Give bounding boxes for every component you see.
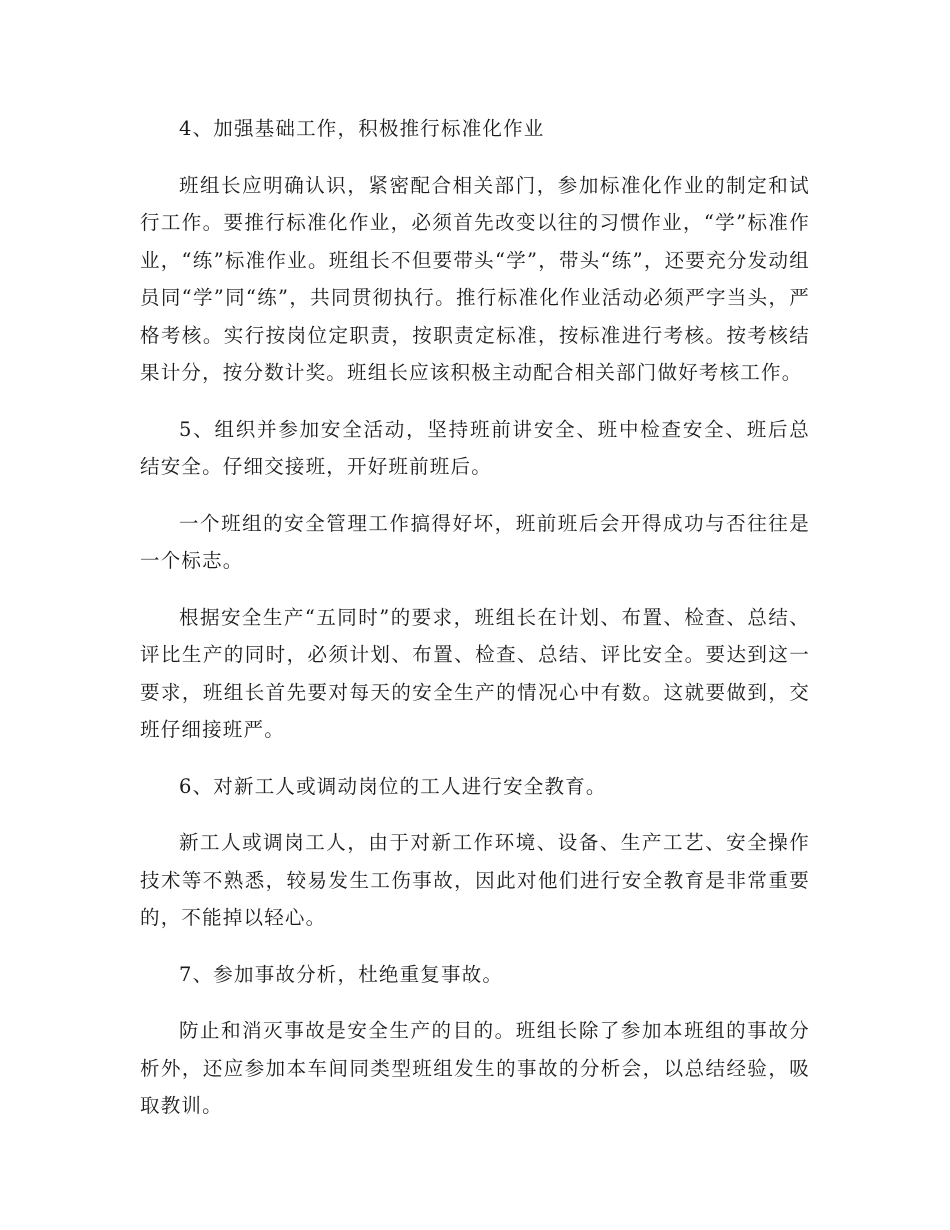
body-paragraph: 防止和消灭事故是安全生产的目的。班组长除了参加本班组的事故分析外，还应参加本车间同类型班组发生的事故的分析会，以总结经验，吸取教训。 <box>140 1019 810 1117</box>
body-paragraph: 班组长应明确认识，紧密配合相关部门，参加标准化作业的制定和试行工作。要推行标准化作业，必须首先改变以往的习惯作业，“学”标准作业，“练”标准作业。班组长不但要带头“学”，带头“练”，还要充分发动组员同“学”同“练”，共同贯彻执行。推行标准化作业活动必须严字当头，严格考核。实行按岗位定职责，按职责定标准，按标准进行考核。按考核结果计分，按分数计奖。班组长应该积极主动配合相关部门做好考核工作。 <box>140 173 810 384</box>
body-paragraph: 根据安全生产“五同时”的要求，班组长在计划、布置、检查、总结、评比生产的同时，必须计划、布置、检查、总结、评比安全。要达到这一要求，班组长首先要对每天的安全生产的情况心中有数。这就要做到，交班仔细接班严。 <box>140 605 810 741</box>
section-heading-4: 4、加强基础工作，积极推行标准化作业 <box>179 117 545 140</box>
section-heading-6: 6、对新工人或调动岗位的工人进行安全教育。 <box>179 774 607 798</box>
section-heading-5: 5、组织并参加安全活动，坚持班前讲安全、班中检查安全、班后总结安全。仔细交接班，开好班前班后。 <box>140 417 810 478</box>
body-paragraph: 新工人或调岗工人，由于对新工作环境、设备、生产工艺、安全操作技术等不熟悉，较易发生工伤事故，因此对他们进行安全教育是非常重要的，不能掉以轻心。 <box>140 831 810 929</box>
body-paragraph: 一个班组的安全管理工作搞得好坏，班前班后会开得成功与否往往是一个标志。 <box>140 511 810 572</box>
section-heading-7: 7、参加事故分析，杜绝重复事故。 <box>179 962 504 986</box>
